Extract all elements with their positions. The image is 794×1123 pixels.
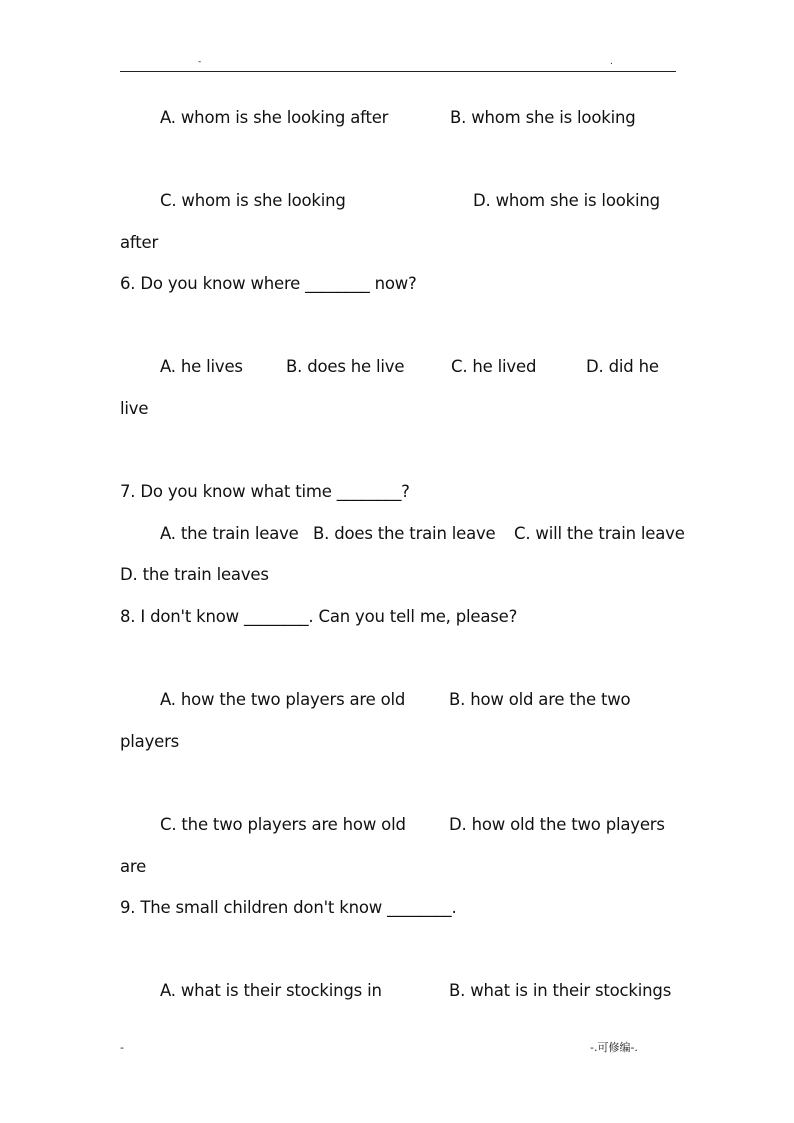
footer-right-text: -.可修编-. — [590, 1041, 638, 1054]
q6-stem: 6. Do you know where ________ now? — [120, 274, 417, 293]
q6-option-a: A. he lives — [160, 357, 243, 376]
q9-option-a: A. what is their stockings in — [160, 981, 382, 1000]
q9-option-b: B. what is in their stockings — [449, 981, 672, 1000]
header-left-mark: - — [198, 57, 202, 67]
q7-option-b: B. does the train leave — [313, 524, 496, 543]
q5-option-d: D. whom she is looking — [473, 191, 660, 210]
q7-option-d: D. the train leaves — [120, 565, 269, 584]
q7-option-a: A. the train leave — [160, 524, 299, 543]
q8-option-d: D. how old the two players — [449, 815, 665, 834]
q8-option-b-wrap: players — [120, 732, 180, 751]
header-rule — [120, 71, 676, 72]
q6-option-d: D. did he — [586, 357, 659, 376]
q7-option-c: C. will the train leave — [514, 524, 685, 543]
q5-option-d-wrap: after — [120, 233, 159, 252]
footer-left-mark: - — [120, 1041, 124, 1054]
q8-option-c: C. the two players are how old — [160, 815, 406, 834]
header-right-mark: . — [610, 57, 613, 67]
q8-option-d-wrap: are — [120, 857, 147, 876]
q7-stem: 7. Do you know what time ________? — [120, 482, 410, 501]
q8-stem: 8. I don't know ________. Can you tell me, please? — [120, 607, 518, 626]
q6-option-c: C. he lived — [451, 357, 537, 376]
q5-option-c: C. whom is she looking — [160, 191, 346, 210]
q8-option-b: B. how old are the two — [449, 690, 631, 709]
q6-option-b: B. does he live — [286, 357, 405, 376]
q5-option-b: B. whom she is looking — [450, 108, 636, 127]
q6-option-d-wrap: live — [120, 399, 149, 418]
q9-stem: 9. The small children don't know ________. — [120, 898, 457, 917]
q5-option-a: A. whom is she looking after — [160, 108, 389, 127]
q8-option-a: A. how the two players are old — [160, 690, 406, 709]
